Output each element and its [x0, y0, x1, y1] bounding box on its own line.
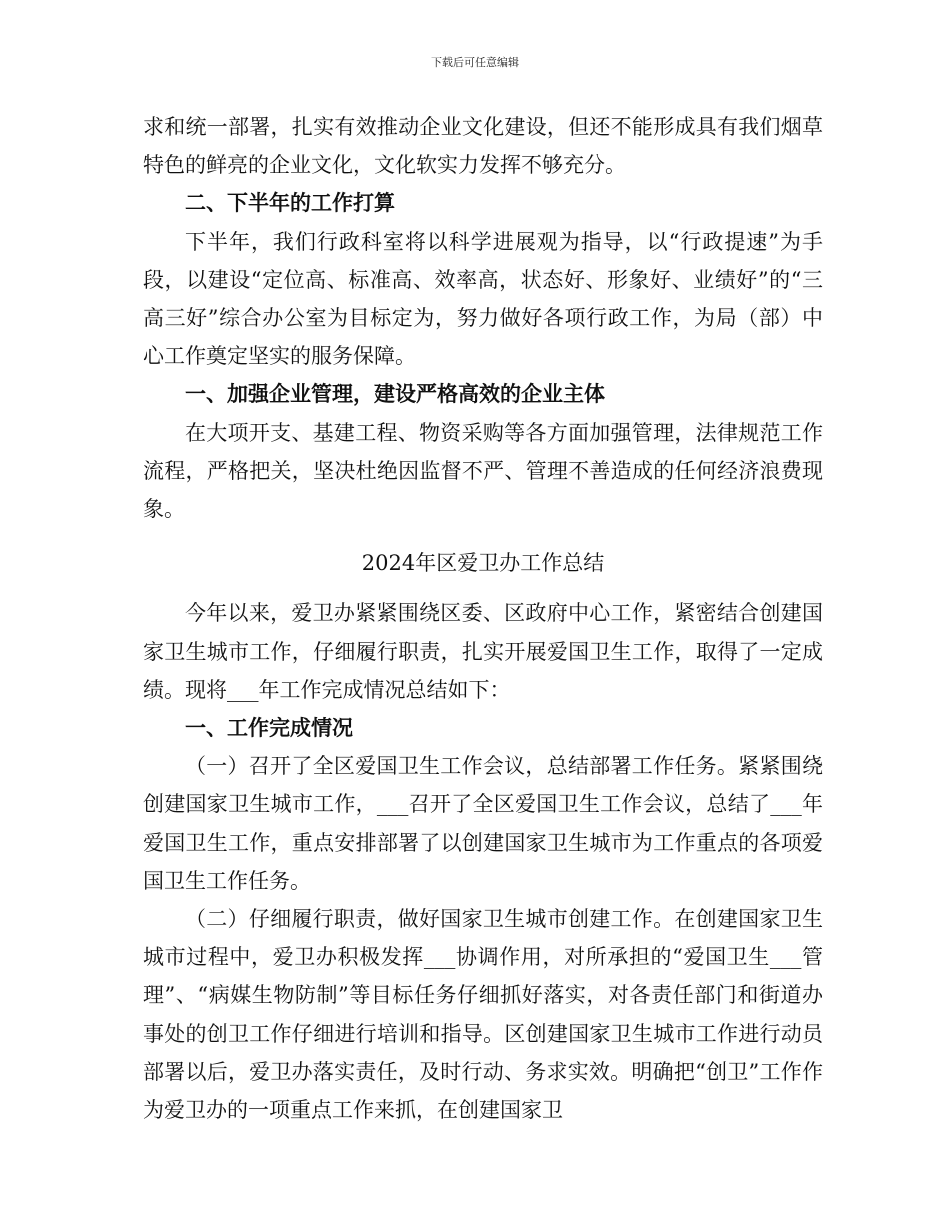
- continuation-paragraph: 求和统一部署，扎实有效推动企业文化建设，但还不能形成具有我们烟草特色的鲜亮的企业文化，文化软实力发挥不够充分。: [143, 115, 823, 178]
- management-paragraph: 在大项开支、基建工程、物资采购等各方面加强管理，法律规范工作流程，严格把关，坚决杜绝因监督不严、管理不善造成的任何经济浪费现象。: [143, 420, 823, 522]
- item-1-paragraph: （一）召开了全区爱国卫生工作会议，总结部署工作任务。紧紧围绕创建国家卫生城市工作，___召开了全区爱国卫生工作会议，总结了___年爱国卫生工作，重点安排部署了以创建国家卫生城市为工作重点的各项爱国卫生工作任务。: [143, 754, 823, 893]
- document-body: [143, 108, 823, 1129]
- page-header-note: 下载后可任意编辑: [431, 56, 519, 69]
- section-heading-management: 一、加强企业管理，建设严格高效的企业主体: [185, 381, 605, 407]
- plan-paragraph: 下半年，我们行政科室将以科学进展观为指导，以“行政提速”为手段，以建设“定位高、标准高、效率高，状态好、形象好、业绩好”的“三高三好”综合办公室为目标定为，努力做好各项行政工作，为局（部）中心工作奠定坚实的服务保障。: [143, 229, 823, 369]
- intro-paragraph: 今年以来，爱卫办紧紧围绕区委、区政府中心工作，紧密结合创建国家卫生城市工作，仔细履行职责，扎实开展爱国卫生工作，取得了一定成绩。现将___年工作完成情况总结如下：: [143, 601, 823, 702]
- section-heading-completion: 一、工作完成情况: [185, 715, 353, 741]
- section-heading-plan: 二、下半年的工作打算: [185, 190, 395, 216]
- article-title: 2024年区爱卫办工作总结: [361, 551, 605, 576]
- item-2-paragraph: （二）仔细履行职责，做好国家卫生城市创建工作。在创建国家卫生城市过程中，爱卫办积极发挥___协调作用，对所承担的“爱国卫生___管理”、“病媒生物防制”等目标任务仔细抓好落实，对各责任部门和街道办事处的创卫工作仔细进行培训和指导。区创建国家卫生城市工作进行动员部署以后，爱卫办落实责任，及时行动、务求实效。明确把“创卫”工作作为爱卫办的一项重点工作来抓，在创建国家卫: [143, 907, 823, 1123]
